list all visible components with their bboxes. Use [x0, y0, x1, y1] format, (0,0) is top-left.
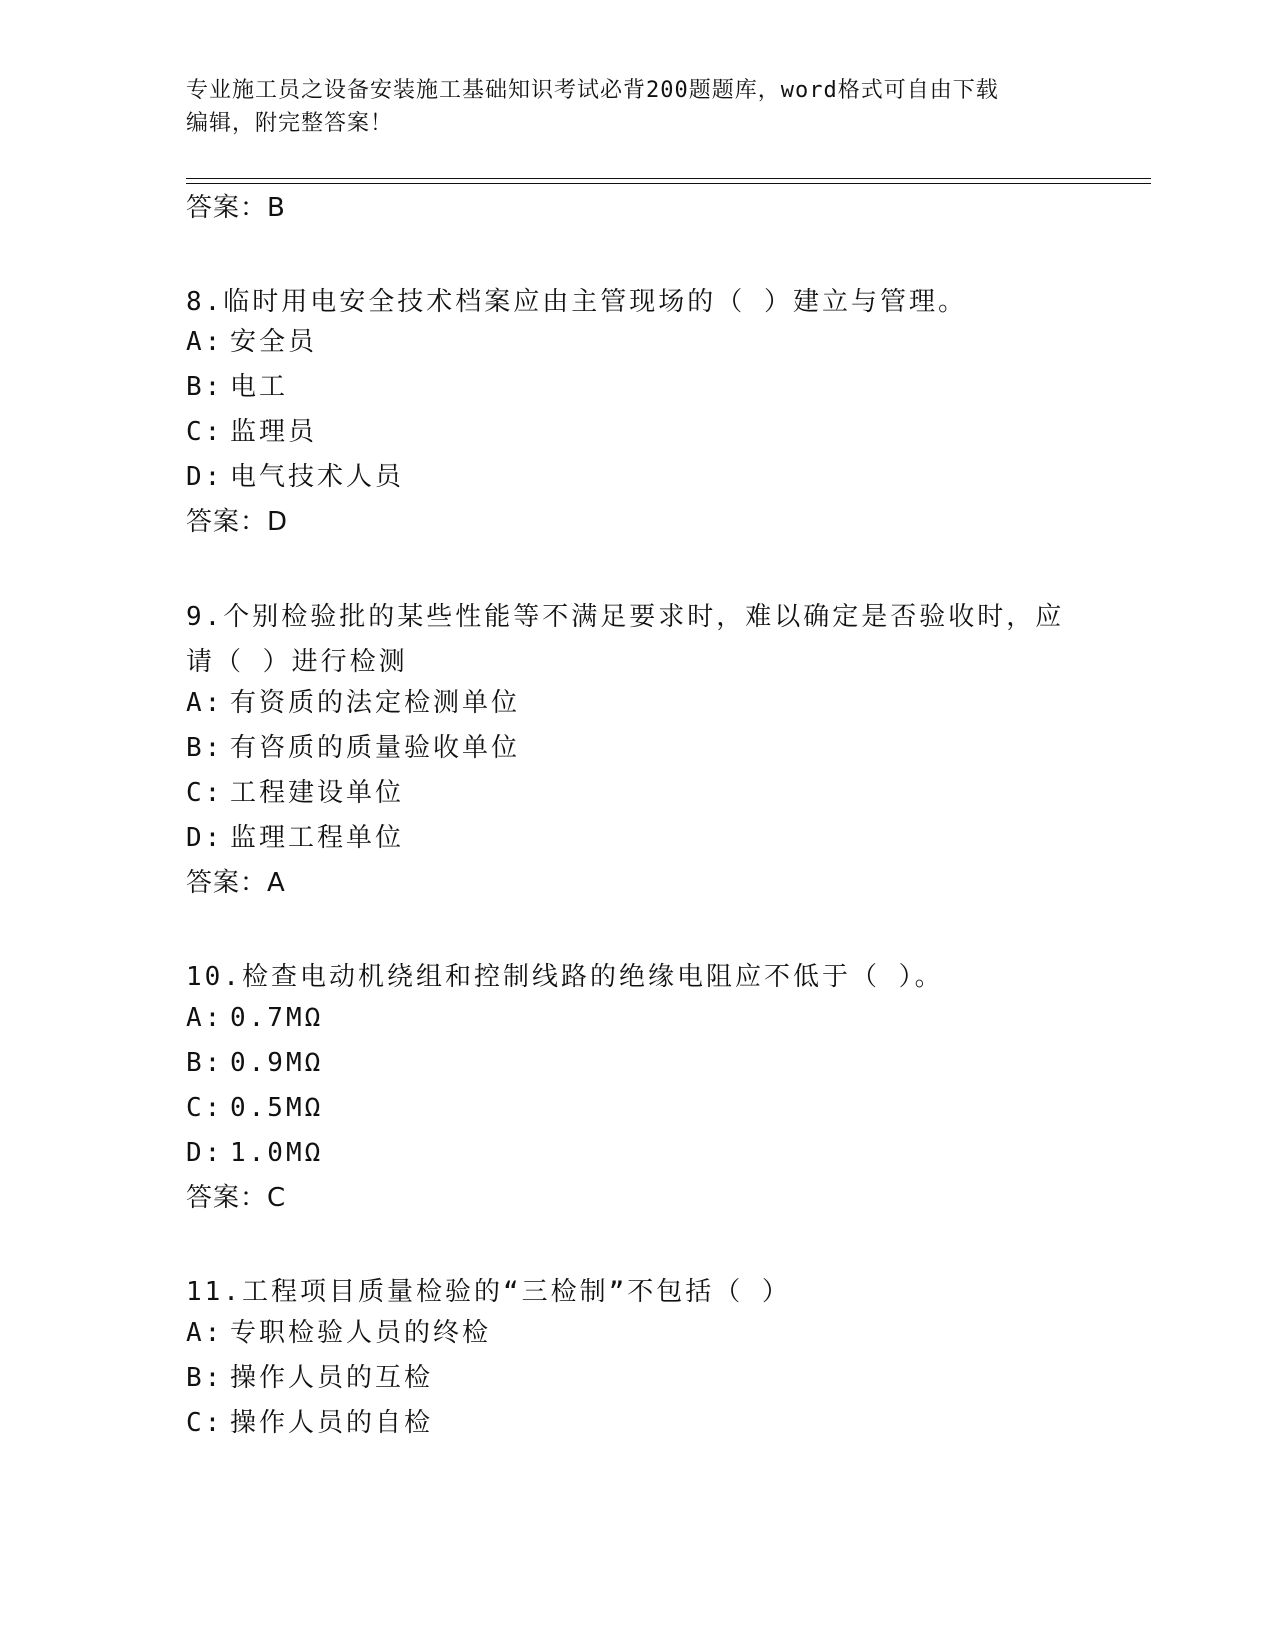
option-text: 0.9MΩ [230, 1048, 324, 1078]
question-10-option-b [186, 1045, 323, 1081]
option-text: 监理工程单位 [230, 823, 405, 853]
header-rule-top [186, 178, 1151, 179]
question-9-text-line1: 9.个别检验批的某些性能等不满足要求时，难以确定是否验收时，应 [186, 602, 1065, 632]
header-title-line2: 编辑，附完整答案！ [186, 111, 394, 136]
option-text: 有资质的法定检测单位 [230, 688, 521, 718]
option-text: 1.0MΩ [230, 1138, 324, 1168]
question-10-answer: 答案：C [186, 1183, 287, 1213]
question-8-text: 8.临时用电安全技术档案应由主管现场的（ ）建立与管理。 [186, 287, 967, 317]
question-9-option-a [186, 685, 520, 721]
option-text: 有咨质的质量验收单位 [230, 733, 521, 763]
question-11-text: 11.工程项目质量检验的“三检制”不包括（ ） [186, 1277, 791, 1307]
option-text: 操作人员的互检 [230, 1363, 434, 1393]
option-text: 0.7MΩ [230, 1003, 324, 1033]
question-9-option-b [186, 730, 520, 766]
option-label: D: [186, 1138, 224, 1168]
option-label: C: [186, 1408, 224, 1438]
answer-prev: 答案：B [186, 193, 286, 223]
question-9-option-c [186, 775, 404, 811]
question-9-answer: 答案：A [186, 868, 286, 898]
question-8-option-d [186, 459, 404, 495]
header-title-line1: 专业施工员之设备安装施工基础知识考试必背200题题库，word格式可自由下载 [186, 78, 999, 103]
option-text: 专职检验人员的终检 [230, 1318, 492, 1348]
option-label: D: [186, 823, 224, 853]
option-label: B: [186, 733, 224, 763]
option-label: A: [186, 327, 224, 357]
document-header [186, 74, 1066, 140]
option-label: C: [186, 417, 224, 447]
option-label: B: [186, 372, 224, 402]
question-9-text-line2: 请（ ）进行检测 [186, 647, 408, 677]
option-label: B: [186, 1048, 224, 1078]
question-10-text: 10.检查电动机绕组和控制线路的绝缘电阻应不低于（ ）。 [186, 962, 944, 992]
question-10-option-c [186, 1090, 323, 1126]
question-8-option-c [186, 414, 317, 450]
option-text: 电工 [230, 372, 289, 402]
question-11-option-a [186, 1315, 491, 1351]
header-rule-bottom [186, 183, 1151, 184]
option-text: 监理员 [230, 417, 318, 447]
question-8-answer: 答案：D [186, 507, 289, 537]
question-11-option-c [186, 1405, 433, 1441]
question-8-option-b [186, 369, 288, 405]
question-11-option-b [186, 1360, 433, 1396]
option-text: 操作人员的自检 [230, 1408, 434, 1438]
question-10-option-d [186, 1135, 323, 1171]
option-label: A: [186, 688, 224, 718]
option-label: C: [186, 1093, 224, 1123]
option-label: C: [186, 778, 224, 808]
option-label: A: [186, 1003, 224, 1033]
option-text: 工程建设单位 [230, 778, 405, 808]
question-9-option-d [186, 820, 404, 856]
option-label: B: [186, 1363, 224, 1393]
option-label: D: [186, 462, 224, 492]
question-8-option-a [186, 324, 317, 360]
option-label: A: [186, 1318, 224, 1348]
option-text: 电气技术人员 [230, 462, 405, 492]
question-10-option-a [186, 1000, 323, 1036]
option-text: 0.5MΩ [230, 1093, 324, 1123]
option-text: 安全员 [230, 327, 318, 357]
